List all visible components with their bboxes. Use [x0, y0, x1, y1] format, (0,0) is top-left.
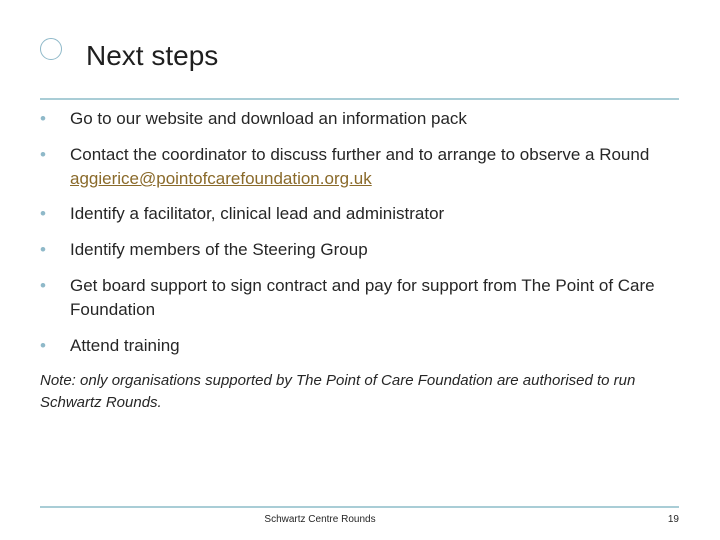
bullet-marker: •: [40, 145, 46, 164]
bullet-marker: •: [40, 204, 46, 223]
bullet-marker: •: [40, 276, 46, 295]
bullet-text-contact: [70, 143, 676, 191]
bullet-text: Identify a facilitator, clinical lead and administrator: [70, 204, 445, 223]
bullet-text: Identify members of the Steering Group: [70, 240, 368, 259]
bullet-marker: •: [40, 240, 46, 259]
footer-divider: [40, 506, 679, 508]
slide-title: Next steps: [86, 40, 219, 71]
bullet-text: Go to our website and download an information pack: [70, 109, 467, 128]
authorisation-note: Note: only organisations supported by The Point of Care Foundation are authorised to run Schwartz Rounds.: [40, 372, 636, 411]
page-number: 19: [667, 514, 679, 525]
bullet-marker: •: [40, 336, 46, 355]
bullet-text: Get board support to sign contract and pay for support from The Point of Care Foundation: [70, 276, 655, 319]
bullet-marker: •: [40, 109, 46, 128]
bullet-text: Attend training: [70, 336, 180, 355]
coordinator-email-link[interactable]: aggierice@pointofcarefoundation.org.uk: [70, 169, 372, 188]
footer-title: Schwartz Centre Rounds: [264, 514, 376, 525]
bullet-text: Contact the coordinator to discuss further and to arrange to observe a Round: [70, 145, 650, 164]
